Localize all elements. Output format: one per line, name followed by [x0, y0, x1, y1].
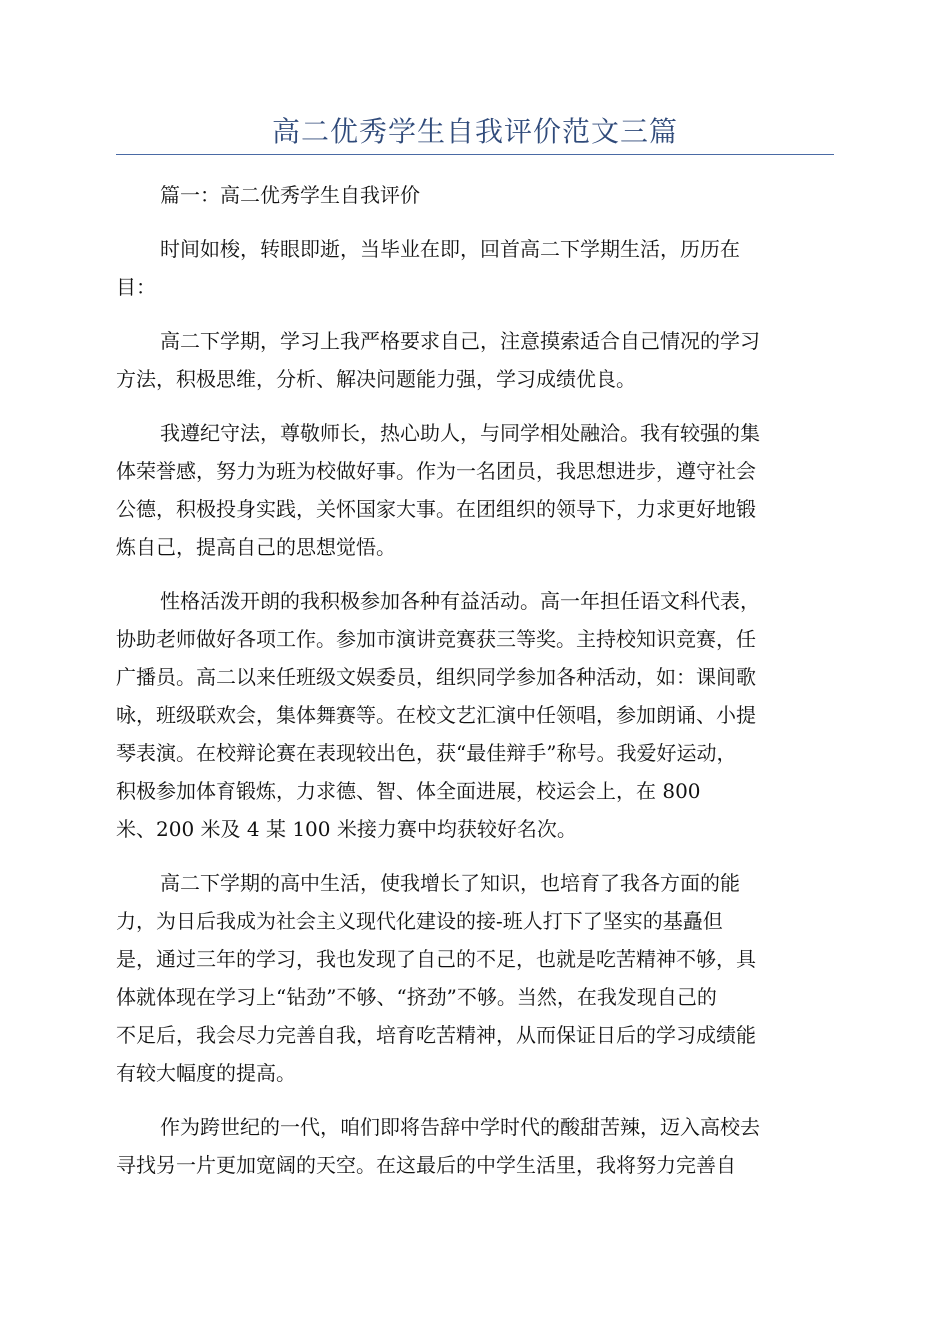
paragraph-line: 体荣誉感，努力为班为校做好事。作为一名团员，我思想进步，遵守社会: [116, 459, 756, 483]
paragraph-line: 炼自己，提高自己的思想觉悟。: [116, 535, 396, 559]
paragraph-line: 高二下学期的高中生活，使我增长了知识，也培育了我各方面的能: [160, 871, 740, 895]
paragraph-line: 广播员。高二以来任班级文娱委员，组织同学参加各种活动，如：课间歌: [116, 665, 756, 689]
paragraph-line: 方法，积极思维，分析、解决问题能力强，学习成绩优良。: [116, 367, 636, 391]
paragraph-line: 是，通过三年的学习，我也发现了自己的不足，也就是吃苦精神不够，具: [116, 947, 756, 971]
paragraph-line: 咏，班级联欢会，集体舞赛等。在校文艺汇演中任领唱，参加朗诵、小提: [116, 703, 756, 727]
document-body: [116, 176, 834, 1200]
paragraph-line: 作为跨世纪的一代，咱们即将告辞中学时代的酸甜苦辣，迈入高校去: [160, 1115, 760, 1139]
paragraph-line: 寻找另一片更加宽阔的天空。在这最后的中学生活里，我将努力完善自: [116, 1153, 736, 1177]
paragraph-line: 体就体现在学习上“钻劲”不够、“挤劲”不够。当然，在我发现自己的: [116, 985, 717, 1009]
paragraph-6: [116, 1108, 834, 1184]
paragraph-line: 积极参加体育锻炼，力求德、智、体全面进展，校运会上，在 800: [116, 779, 701, 803]
paragraph-line: 公德，积极投身实践，关怀国家大事。在团组织的领导下，力求更好地锻: [116, 497, 756, 521]
paragraph-1: [116, 230, 834, 306]
paragraph-5: [116, 864, 834, 1092]
paragraph-line: 我遵纪守法，尊敬师长，热心助人，与同学相处融洽。我有较强的集: [160, 421, 760, 445]
paragraph-2: [116, 322, 834, 398]
paragraph-line: 力，为日后我成为社会主义现代化建设的接-班人打下了坚实的基矗但: [116, 909, 723, 933]
paragraph-line: 协助老师做好各项工作。参加市演讲竞赛获三等奖。主持校知识竞赛，任: [116, 627, 756, 651]
paragraph-line: 有较大幅度的提高。: [116, 1061, 296, 1085]
paragraph-line: 高二下学期，学习上我严格要求自己，注意摸索适合自己情况的学习: [160, 329, 760, 353]
paragraph-line: 时间如梭，转眼即逝，当毕业在即，回首高二下学期生活，历历在: [160, 237, 740, 261]
document-title: 高二优秀学生自我评价范文三篇: [271, 115, 678, 148]
title-underline: [116, 154, 834, 155]
paragraph-line: 目：: [116, 275, 156, 299]
paragraph-4: [116, 582, 834, 848]
paragraph-line: 不足后，我会尽力完善自我，培育吃苦精神，从而保证日后的学习成绩能: [116, 1023, 756, 1047]
paragraph-line: 性格活泼开朗的我积极参加各种有益活动。高一年担任语文科代表，: [160, 589, 760, 613]
paragraph-3: [116, 414, 834, 566]
paragraph-line: 琴表演。在校辩论赛在表现较出色，获“最佳辩手”称号。我爱好运动，: [116, 741, 737, 765]
section-heading: 篇一：高二优秀学生自我评价: [160, 183, 420, 207]
paragraph-line: 米、200 米及 4 某 100 米接力赛中均获较好名次。: [116, 817, 577, 841]
